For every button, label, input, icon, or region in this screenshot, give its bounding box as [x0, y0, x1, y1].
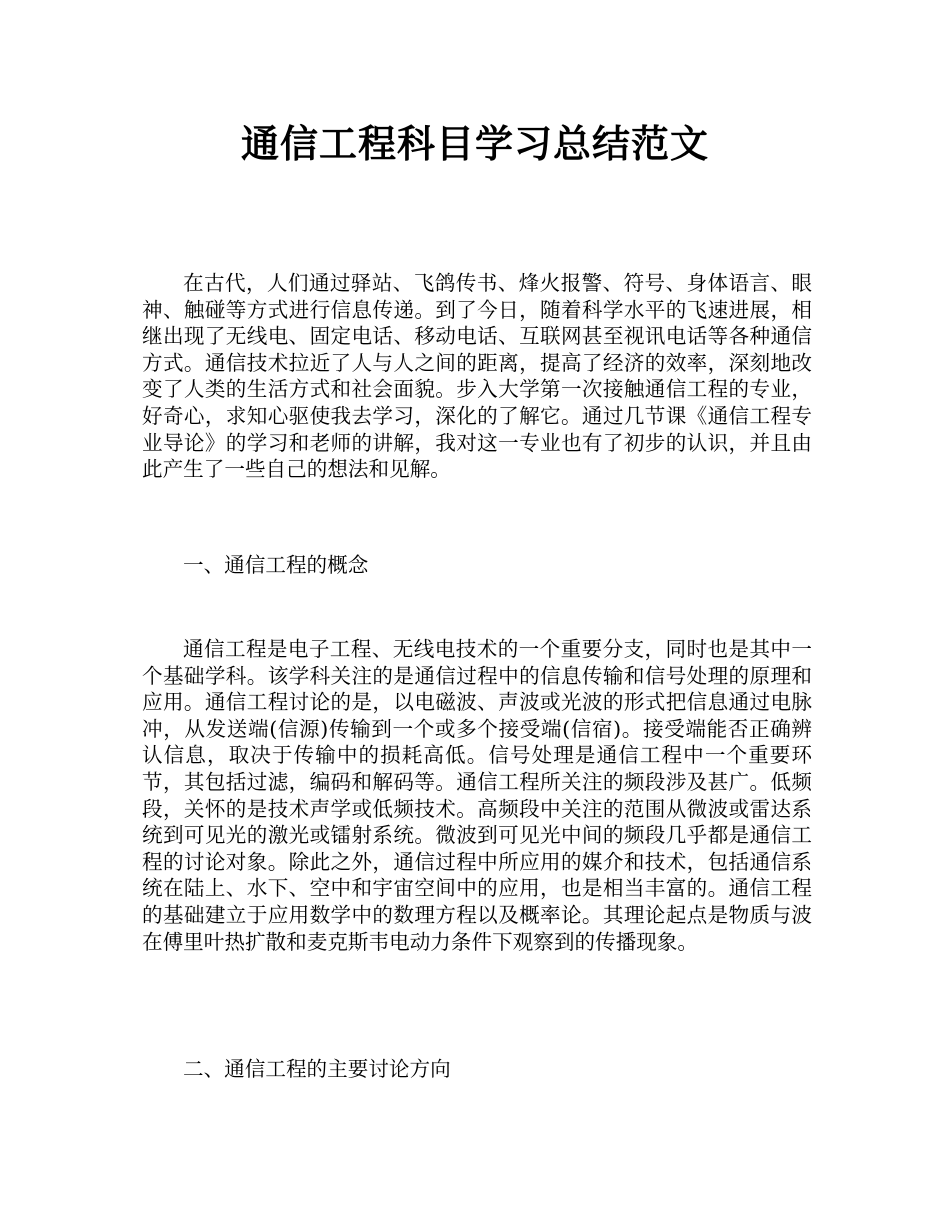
intro-paragraph: 在古代，人们通过驿站、飞鸽传书、烽火报警、符号、身体语言、眼神、触碰等方式进行信息传递。到了今日，随着科学水平的飞速进展，相继出现了无线电、固定电话、移动电话、互联网甚至视讯电话等各种通信方式。通信技术拉近了人与人之间的距离，提高了经济的效率，深刻地改变了人类的生活方式和社会面貌。步入大学第一次接触通信工程的专业，好奇心，求知心驱使我去学习，深化的了解它。通过几节课《通信工程专业导论》的学习和老师的讲解，我对这一专业也有了初步的认识，并且由此产生了一些自己的想法和见解。	[142, 271, 812, 482]
concept-paragraph: 通信工程是电子工程、无线电技术的一个重要分支，同时也是其中一个基础学科。该学科关注的是通信过程中的信息传输和信号处理的原理和应用。通信工程讨论的是，以电磁波、声波或光波的形式把信息通过电脉冲，从发送端(信源)传输到一个或多个接受端(信宿)。接受端能否正确辨认信息，取决于传输中的损耗高低。信号处理是通信工程中一个重要环节，其包括过滤，编码和解码等。通信工程所关注的频段涉及甚广。低频段，关怀的是技术声学或低频技术。高频段中关注的范围从微波或雷达系统到可见光的激光或镭射系统。微波到可见光中间的频段几乎都是通信工程的讨论对象。除此之外，通信过程中所应用的媒介和技术，包括通信系统在陆上、水下、空中和宇宙空间中的应用，也是相当丰富的。通信工程的基础建立于应用数学中的数理方程以及概率论。其理论起点是物质与波在傅里叶热扩散和麦克斯韦电动力条件下观察到的传播现象。	[142, 637, 812, 954]
section-heading-research-directions: 二、通信工程的主要讨论方向	[183, 1057, 451, 1081]
section-heading-concept: 一、通信工程的概念	[183, 553, 369, 577]
document-title: 通信工程科目学习总结范文	[240, 121, 709, 166]
